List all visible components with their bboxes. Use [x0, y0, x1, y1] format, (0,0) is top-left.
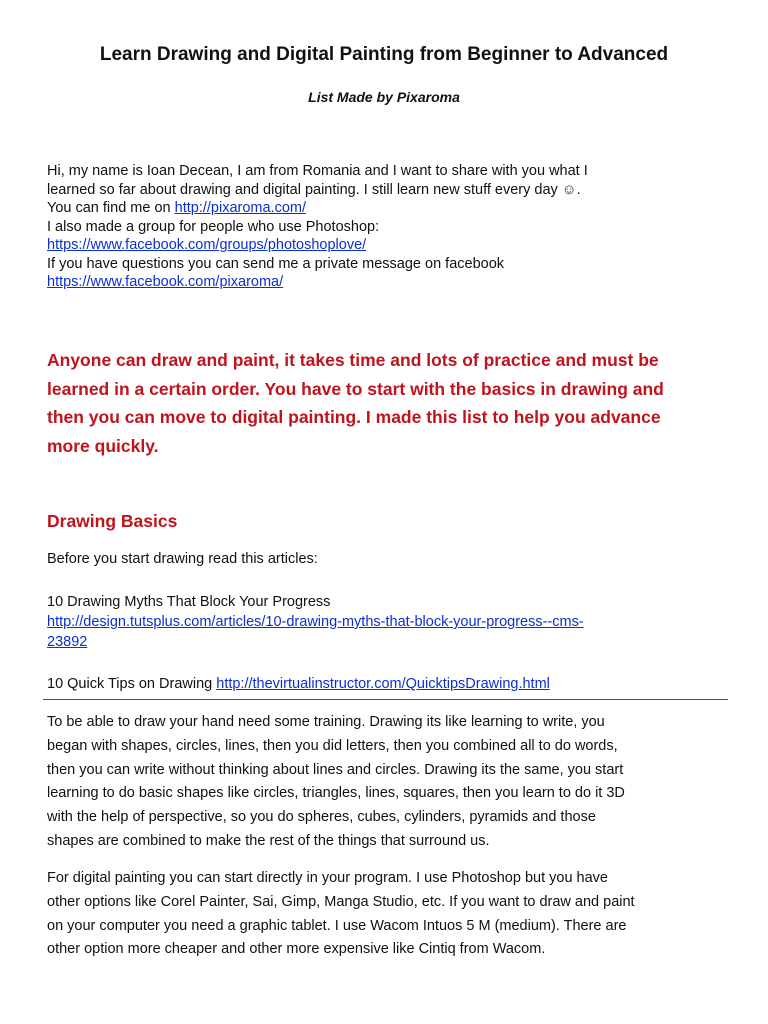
- article-1-link-line: [47, 612, 584, 632]
- intro-line: [47, 273, 737, 292]
- intro-line: If you have questions you can send me a private message on facebook: [47, 255, 505, 272]
- article-1: [47, 592, 584, 652]
- paragraph-digital-painting: [47, 867, 737, 962]
- section-divider: [43, 699, 728, 700]
- callout-line: learned in a certain order. You have to start with the basics in drawing and: [47, 378, 664, 399]
- paragraph-line: other option more cheaper and other more expensive like Cintiq from Wacom.: [47, 941, 546, 958]
- paragraph-drawing-training: [47, 711, 737, 854]
- pre-articles-text: Before you start drawing read this articles:: [47, 551, 318, 567]
- paragraph-line: To be able to draw your hand need some training. Drawing its like learning to write, you: [47, 714, 605, 730]
- intro-block: [47, 162, 737, 292]
- intro-line: Hi, my name is Ioan Decean, I am from Romania and I want to share with you what I: [47, 163, 588, 179]
- paragraph-line: on your computer you need a graphic tablet. I use Wacom Intuos 5 M (medium). There are: [47, 917, 627, 934]
- paragraph-line: began with shapes, circles, lines, then you did letters, then you combined all to do words,: [47, 737, 618, 754]
- article-2: [47, 676, 550, 692]
- article-2-title: 10 Quick Tips on Drawing: [47, 676, 217, 692]
- paragraph-line: then you can write without thinking about lines and circles. Drawing its the same, you start: [47, 761, 624, 778]
- intro-line: [47, 236, 737, 255]
- callout-text: [47, 346, 727, 460]
- article-2-link[interactable]: http://thevirtualinstructor.com/QuicktipsDrawing.html: [216, 676, 550, 692]
- facebook-page-link[interactable]: https://www.facebook.com/pixaroma/: [47, 274, 284, 290]
- article-1-link-continued[interactable]: 23892: [47, 634, 88, 650]
- document-title: Learn Drawing and Digital Painting from Beginner to Advanced: [99, 44, 669, 65]
- callout-line: Anyone can draw and paint, it takes time and lots of practice and must be: [47, 350, 659, 370]
- article-1-link-line: [47, 632, 584, 652]
- paragraph-line: learning to do basic shapes like circles, triangles, lines, squares, then you learn to do it 3D: [47, 785, 625, 802]
- intro-line: [47, 199, 737, 218]
- article-1-title: 10 Drawing Myths That Block Your Progress: [47, 594, 331, 610]
- callout-line: more quickly.: [47, 435, 159, 456]
- intro-line: learned so far about drawing and digital painting. I still learn new stuff every day ☺.: [47, 181, 581, 198]
- pixaroma-site-link[interactable]: http://pixaroma.com/: [174, 200, 306, 216]
- intro-line: I also made a group for people who use Photoshop:: [47, 218, 380, 235]
- paragraph-line: with the help of perspective, so you do spheres, cubes, cylinders, pyramids and those: [47, 809, 596, 826]
- document-subtitle: List Made by Pixaroma: [308, 89, 460, 105]
- paragraph-line: shapes are combined to make the rest of the things that surround us.: [47, 832, 490, 849]
- facebook-group-link[interactable]: https://www.facebook.com/groups/photoshoplove/: [47, 237, 367, 253]
- callout-line: then you can move to digital painting. I made this list to help you advance: [47, 407, 661, 427]
- paragraph-line: other options like Corel Painter, Sai, Gimp, Manga Studio, etc. If you want to draw and paint: [47, 893, 635, 910]
- article-1-link[interactable]: http://design.tutsplus.com/articles/10-drawing-myths-that-block-your-progress--cms-: [47, 614, 584, 630]
- section-heading-drawing-basics: Drawing Basics: [47, 511, 178, 531]
- intro-text: You can find me on: [47, 200, 175, 216]
- paragraph-line: For digital painting you can start directly in your program. I use Photoshop but you have: [47, 870, 608, 886]
